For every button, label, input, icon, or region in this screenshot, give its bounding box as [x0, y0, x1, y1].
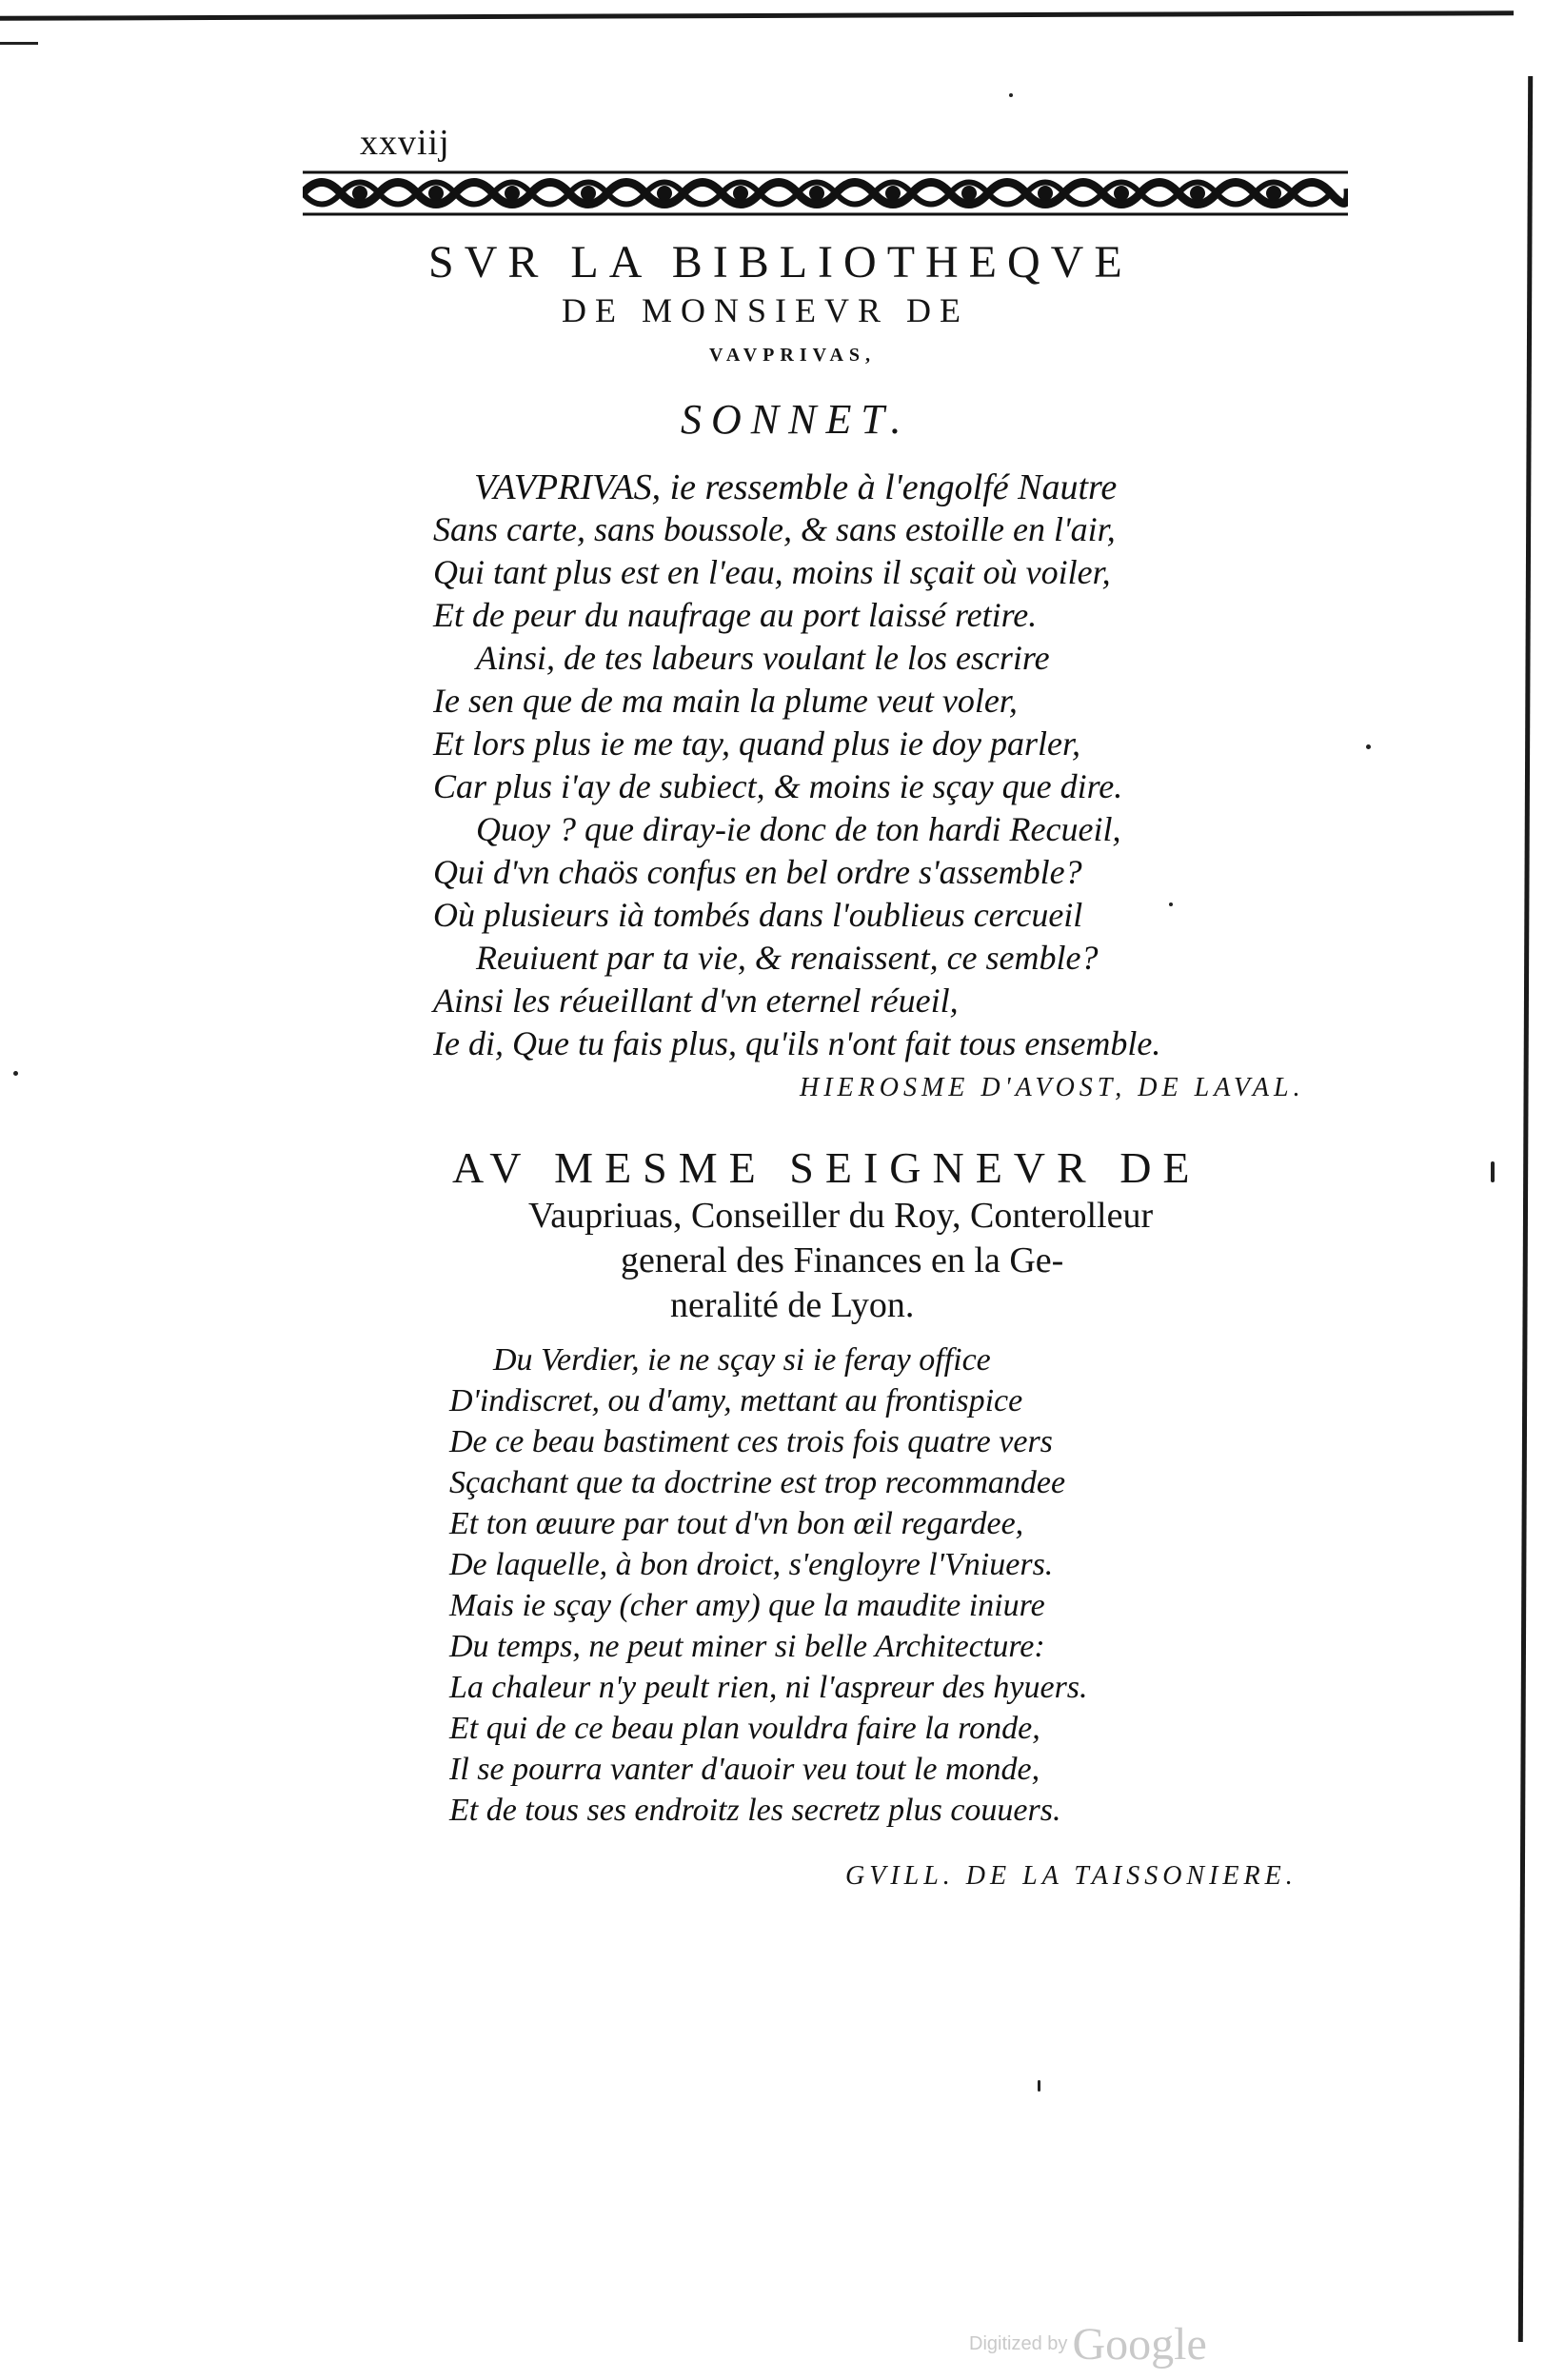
stray-ink-mark	[1038, 2080, 1040, 2092]
sonnet-line: Qui d'vn chaös confus en bel ordre s'assemble?	[433, 853, 1082, 891]
sonnet-line: Reuiuent par ta vie, & renaissent, ce semble?	[476, 939, 1099, 977]
epigram-line: Sçachant que ta doctrine est trop recommandee	[449, 1465, 1066, 1500]
digitized-watermark	[969, 2318, 1207, 2370]
sonnet-line: Sans carte, sans boussole, & sans estoille en l'air,	[433, 510, 1116, 548]
sonnet-signature: HIEROSME D'AVOST, DE LAVAL.	[800, 1073, 1305, 1102]
sonnet-line: Qui tant plus est en l'eau, moins il sçait où voiler,	[433, 553, 1111, 591]
stray-ink-mark	[1009, 93, 1013, 97]
epigram-line: Et de tous ses endroitz les secretz plus couuers.	[449, 1793, 1061, 1828]
epigram-line: Mais ie sçay (cher amy) que la maudite iniure	[449, 1588, 1045, 1623]
epigram-line: Du temps, ne peut miner si belle Architecture:	[449, 1629, 1045, 1664]
title-line-3: VAVPRIVAS,	[709, 345, 877, 366]
sonnet-line: VAVPRIVAS, ie ressemble à l'engolfé Nautre	[474, 467, 1118, 507]
stray-ink-mark	[1366, 744, 1371, 749]
page-number: xxviij	[360, 123, 450, 163]
decorative-headpiece-ornament	[303, 169, 1348, 217]
epigram-line: De ce beau bastiment ces trois fois quatre vers	[449, 1424, 1053, 1459]
sonnet-line: Et lors plus ie me tay, quand plus ie doy parler,	[433, 724, 1080, 763]
right-page-edge	[1518, 76, 1533, 2342]
sonnet-line: Et de peur du naufrage au port laissé retire.	[433, 596, 1038, 634]
sonnet-line: Car plus i'ay de subiect, & moins ie sçay que dire.	[433, 767, 1123, 805]
top-left-rule-mark	[0, 42, 38, 45]
second-title-line-1: AV MESME SEIGNEVR DE	[452, 1143, 1201, 1192]
epigram-line: De laquelle, à bon droict, s'engloyre l'Vniuers.	[449, 1547, 1054, 1582]
watermark-prefix: Digitized by	[969, 2333, 1068, 2354]
stray-ink-mark	[1491, 1161, 1495, 1182]
epigram-line: Il se pourra vanter d'auoir veu tout le monde,	[449, 1752, 1040, 1787]
top-page-rule	[0, 10, 1514, 21]
sonnet-title: SONNET.	[681, 396, 911, 443]
epigram-line: D'indiscret, ou d'amy, mettant au frontispice	[449, 1383, 1023, 1418]
epigram-line: Du Verdier, ie ne sçay si ie feray office	[493, 1342, 991, 1378]
stray-ink-mark	[13, 1071, 18, 1076]
sonnet-line: Quoy ? que diray-ie donc de ton hardi Recueil,	[476, 810, 1121, 848]
second-title-line-2: Vaupriuas, Conseiller du Roy, Conterolleur	[528, 1196, 1154, 1236]
sonnet-line: Ainsi les réueillant d'vn eternel réueil,	[433, 982, 959, 1020]
stray-ink-mark	[1169, 902, 1173, 906]
title-line-1: SVR LA BIBLIOTHEQVE	[428, 237, 1133, 288]
sonnet-line: Ie di, Que tu fais plus, qu'ils n'ont fait tous ensemble.	[433, 1024, 1161, 1062]
second-title-line-3: general des Finances en la Ge-	[621, 1240, 1064, 1280]
epigram-line: La chaleur n'y peult rien, ni l'aspreur des hyuers.	[449, 1670, 1088, 1705]
google-logo: Google	[1072, 2319, 1207, 2370]
epigram-line: Et ton œuure par tout d'vn bon œil regardee,	[449, 1506, 1024, 1541]
sonnet-line: Où plusieurs ià tombés dans l'oublieus cercueil	[433, 896, 1083, 934]
title-line-2: DE MONSIEVR DE	[562, 291, 969, 329]
second-title-line-4: neralité de Lyon.	[670, 1285, 915, 1325]
sonnet-line: Ie sen que de ma main la plume veut voler,	[433, 682, 1018, 720]
sonnet-line: Ainsi, de tes labeurs voulant le los escrire	[476, 639, 1050, 677]
epigram-signature: GVILL. DE LA TAISSONIERE.	[845, 1861, 1297, 1891]
epigram-line: Et qui de ce beau plan vouldra faire la ronde,	[449, 1711, 1040, 1746]
